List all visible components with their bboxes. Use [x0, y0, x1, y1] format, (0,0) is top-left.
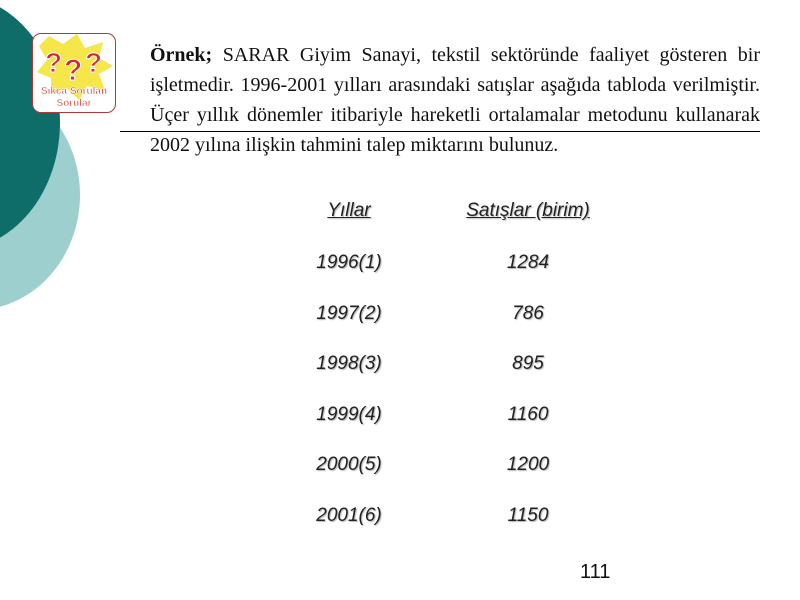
table-row — [270, 303, 630, 354]
year-cell: 2001(6) — [316, 504, 382, 526]
table-row — [270, 252, 630, 303]
table-row — [270, 404, 630, 455]
sales-cell: 1200 — [506, 454, 550, 475]
year-cell: 1999(4) — [316, 403, 382, 425]
sales-cell: 1150 — [507, 504, 549, 526]
paragraph-text: SARAR Giyim Sanayi, tekstil sektöründe faaliyet gösteren bir işletmedir. 1996-2001 yılları arasındaki satışlar aşağıda tabloda verilmiştir. Üçer yıllık dönemler itibariyle hareketli ortalamalar metodunu kullanarak 2002 yılına ilişkin tahmini talep miktarını bulunuz. — [150, 44, 760, 156]
header-sales: Satışlar (birim) — [466, 200, 590, 221]
sales-cell: 1160 — [507, 403, 549, 425]
paragraph-lead: Örnek; — [150, 44, 213, 66]
question-mark-1: ? — [45, 47, 63, 78]
year-cell: 1998(3) — [316, 353, 382, 374]
sales-table — [270, 200, 630, 555]
logo-line1: Sıkça Sorulan — [40, 86, 108, 97]
question-mark-3: ? — [85, 47, 103, 78]
faq-logo — [32, 33, 116, 113]
table-row — [270, 505, 630, 556]
faq-logo-graphic — [33, 34, 115, 112]
sales-cell: 786 — [512, 302, 544, 324]
logo-line2: Sorular — [56, 98, 92, 109]
year-cell: 1996(1) — [316, 252, 382, 273]
table-row — [270, 454, 630, 505]
page-number: 111 — [580, 561, 611, 583]
question-mark-2: ? — [64, 54, 83, 87]
table-row — [270, 353, 630, 404]
problem-paragraph — [150, 40, 760, 160]
table-header-row — [270, 200, 630, 252]
sales-cell: 1284 — [506, 252, 550, 273]
year-cell: 1997(2) — [316, 302, 382, 324]
sales-cell: 895 — [512, 353, 544, 374]
year-cell: 2000(5) — [316, 454, 382, 475]
header-years: Yıllar — [327, 200, 371, 221]
